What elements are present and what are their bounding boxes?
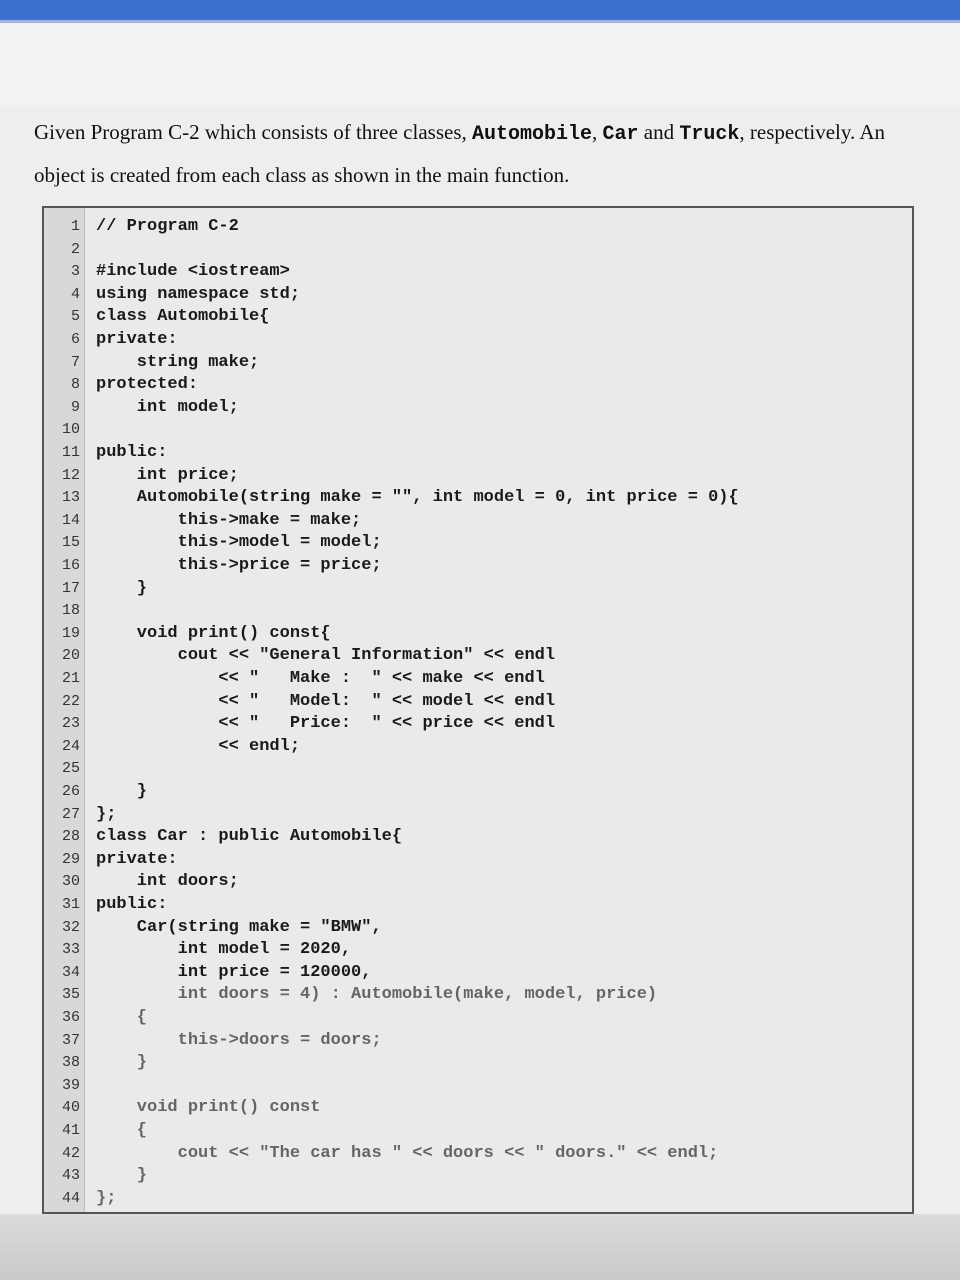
prompt-text-part2: , respectively. An object is created from each class as shown in the main function. — [34, 120, 885, 187]
code-text: #include <iostream> — [96, 262, 290, 282]
line-number: 17 — [61, 579, 80, 597]
code-text: private: — [96, 330, 178, 349]
line-number: 20 — [61, 647, 80, 665]
code-line — [44, 239, 904, 261]
code-line — [44, 555, 904, 577]
code-text: << " Model: " << model << endl — [96, 691, 556, 711]
line-number: 24 — [61, 737, 80, 755]
line-number: 41 — [61, 1122, 80, 1139]
code-line — [44, 1007, 904, 1029]
code-text: // Program C-2 — [96, 217, 239, 236]
line-number: 37 — [61, 1031, 80, 1049]
code-line — [44, 1143, 904, 1165]
line-number: 35 — [61, 986, 80, 1004]
code-text: }; — [96, 804, 117, 824]
code-text: << endl; — [96, 736, 301, 756]
class-name-automobile: Automobile — [472, 123, 593, 146]
code-text: class Car : public Automobile{ — [96, 827, 403, 847]
code-line — [44, 1097, 904, 1119]
code-text: cout << "The car has " << doors << " doors." << endl; — [96, 1143, 719, 1163]
line-number: 22 — [61, 692, 80, 710]
line-number: 9 — [70, 398, 80, 416]
line-number: 19 — [61, 624, 80, 642]
code-line — [44, 645, 904, 667]
code-text: << " Make : " << make << endl — [96, 669, 545, 688]
line-number: 1 — [70, 218, 80, 235]
code-line — [44, 668, 904, 690]
line-number: 25 — [61, 760, 80, 778]
prompt-sep2: and — [638, 120, 680, 144]
code-line — [44, 600, 904, 622]
line-number: 39 — [61, 1076, 80, 1094]
line-number: 44 — [61, 1189, 80, 1207]
code-line — [44, 939, 904, 961]
code-text: Car(string make = "BMW", — [96, 917, 382, 937]
line-number: 38 — [61, 1054, 80, 1072]
line-number: 30 — [61, 873, 80, 891]
code-line — [44, 849, 904, 871]
code-text: public: — [96, 895, 168, 914]
code-line — [44, 578, 904, 600]
code-text: }; — [96, 1188, 117, 1208]
code-line — [44, 306, 904, 328]
line-number: 26 — [61, 783, 80, 800]
code-line — [44, 758, 904, 780]
line-number: 28 — [61, 828, 80, 846]
line-number: 3 — [70, 263, 80, 281]
prompt-sep1: , — [592, 120, 603, 144]
code-text: } — [96, 578, 148, 598]
code-line — [44, 216, 904, 238]
code-text: } — [96, 1166, 148, 1186]
line-number: 34 — [61, 963, 80, 981]
code-line — [44, 419, 904, 441]
code-line — [44, 442, 904, 464]
code-line — [44, 826, 904, 848]
code-text: } — [96, 782, 148, 801]
code-line — [44, 1188, 904, 1210]
line-number: 18 — [61, 602, 80, 620]
code-text: int price = 120000, — [96, 962, 372, 982]
code-text: int model = 2020, — [96, 940, 352, 960]
line-number: 15 — [61, 534, 80, 552]
question-prompt — [34, 112, 924, 195]
code-text: void print() const{ — [96, 623, 331, 643]
code-line — [44, 1030, 904, 1052]
line-number: 33 — [61, 941, 80, 959]
code-text: void print() const — [96, 1098, 321, 1118]
class-name-truck: Truck — [679, 123, 740, 146]
header-blank-area — [0, 23, 960, 105]
prompt-text-part1: Given Program C-2 which consists of three classes, — [34, 120, 472, 144]
code-line — [44, 623, 904, 645]
line-number: 11 — [61, 444, 80, 461]
line-number: 21 — [61, 670, 80, 687]
photo-bottom-shade — [0, 1214, 960, 1280]
code-text: string make; — [96, 352, 260, 372]
line-number: 16 — [61, 557, 80, 574]
code-line — [44, 894, 904, 916]
code-text: { — [96, 1008, 148, 1027]
line-number: 29 — [61, 850, 80, 868]
line-number: 8 — [70, 376, 80, 394]
code-line — [44, 397, 904, 419]
line-number: 4 — [70, 285, 80, 303]
code-line — [44, 917, 904, 939]
line-number: 31 — [61, 896, 80, 913]
line-number: 12 — [61, 466, 80, 484]
code-text: this->model = model; — [96, 533, 382, 553]
code-text: int doors; — [96, 872, 239, 892]
code-text: cout << "General Information" << endl — [96, 646, 556, 666]
line-number: 2 — [70, 240, 80, 258]
code-line — [44, 691, 904, 713]
line-number: 43 — [61, 1167, 80, 1185]
code-line — [44, 871, 904, 893]
code-line — [44, 329, 904, 351]
code-text: { — [96, 1121, 148, 1140]
code-line — [44, 1120, 904, 1142]
code-text: class Automobile{ — [96, 307, 270, 327]
code-text: } — [96, 1053, 148, 1073]
code-text: private: — [96, 849, 178, 869]
line-number: 13 — [61, 489, 80, 507]
code-line — [44, 713, 904, 735]
code-text: int price; — [96, 465, 239, 485]
code-line — [44, 962, 904, 984]
code-text: Automobile(string make = "", int model = 0, int price = 0){ — [96, 488, 739, 508]
code-line — [44, 1052, 904, 1074]
code-line — [44, 984, 904, 1006]
line-number: 42 — [61, 1144, 80, 1162]
line-number: 7 — [70, 353, 80, 371]
code-line — [44, 487, 904, 509]
line-number: 10 — [61, 421, 80, 439]
code-line — [44, 804, 904, 826]
line-number: 6 — [70, 331, 80, 348]
code-text: this->make = make; — [96, 510, 362, 530]
code-line — [44, 736, 904, 758]
code-line — [44, 261, 904, 283]
code-text: int doors = 4) : Automobile(make, model, price) — [96, 985, 658, 1005]
code-text: this->doors = doors; — [96, 1030, 382, 1050]
code-line — [44, 781, 904, 803]
code-line — [44, 510, 904, 532]
code-line — [44, 1165, 904, 1187]
code-text: public: — [96, 443, 168, 462]
browser-top-bar — [0, 0, 960, 20]
class-name-car: Car — [602, 123, 639, 146]
code-line — [44, 532, 904, 554]
code-line — [44, 374, 904, 396]
line-number: 23 — [61, 715, 80, 733]
line-number: 27 — [61, 805, 80, 823]
code-text: this->price = price; — [96, 556, 382, 575]
code-text: << " Price: " << price << endl — [96, 714, 556, 734]
code-line — [44, 284, 904, 306]
line-number: 36 — [61, 1009, 80, 1026]
line-number: 32 — [61, 918, 80, 936]
line-number: 14 — [61, 511, 80, 529]
code-listing — [42, 206, 914, 1214]
line-number: 40 — [61, 1099, 80, 1117]
code-line — [44, 1075, 904, 1097]
code-text: using namespace std; — [96, 284, 301, 304]
code-line — [44, 352, 904, 374]
code-line — [44, 465, 904, 487]
code-text: protected: — [96, 375, 199, 395]
code-text: int model; — [96, 397, 239, 417]
line-number: 5 — [70, 308, 80, 326]
